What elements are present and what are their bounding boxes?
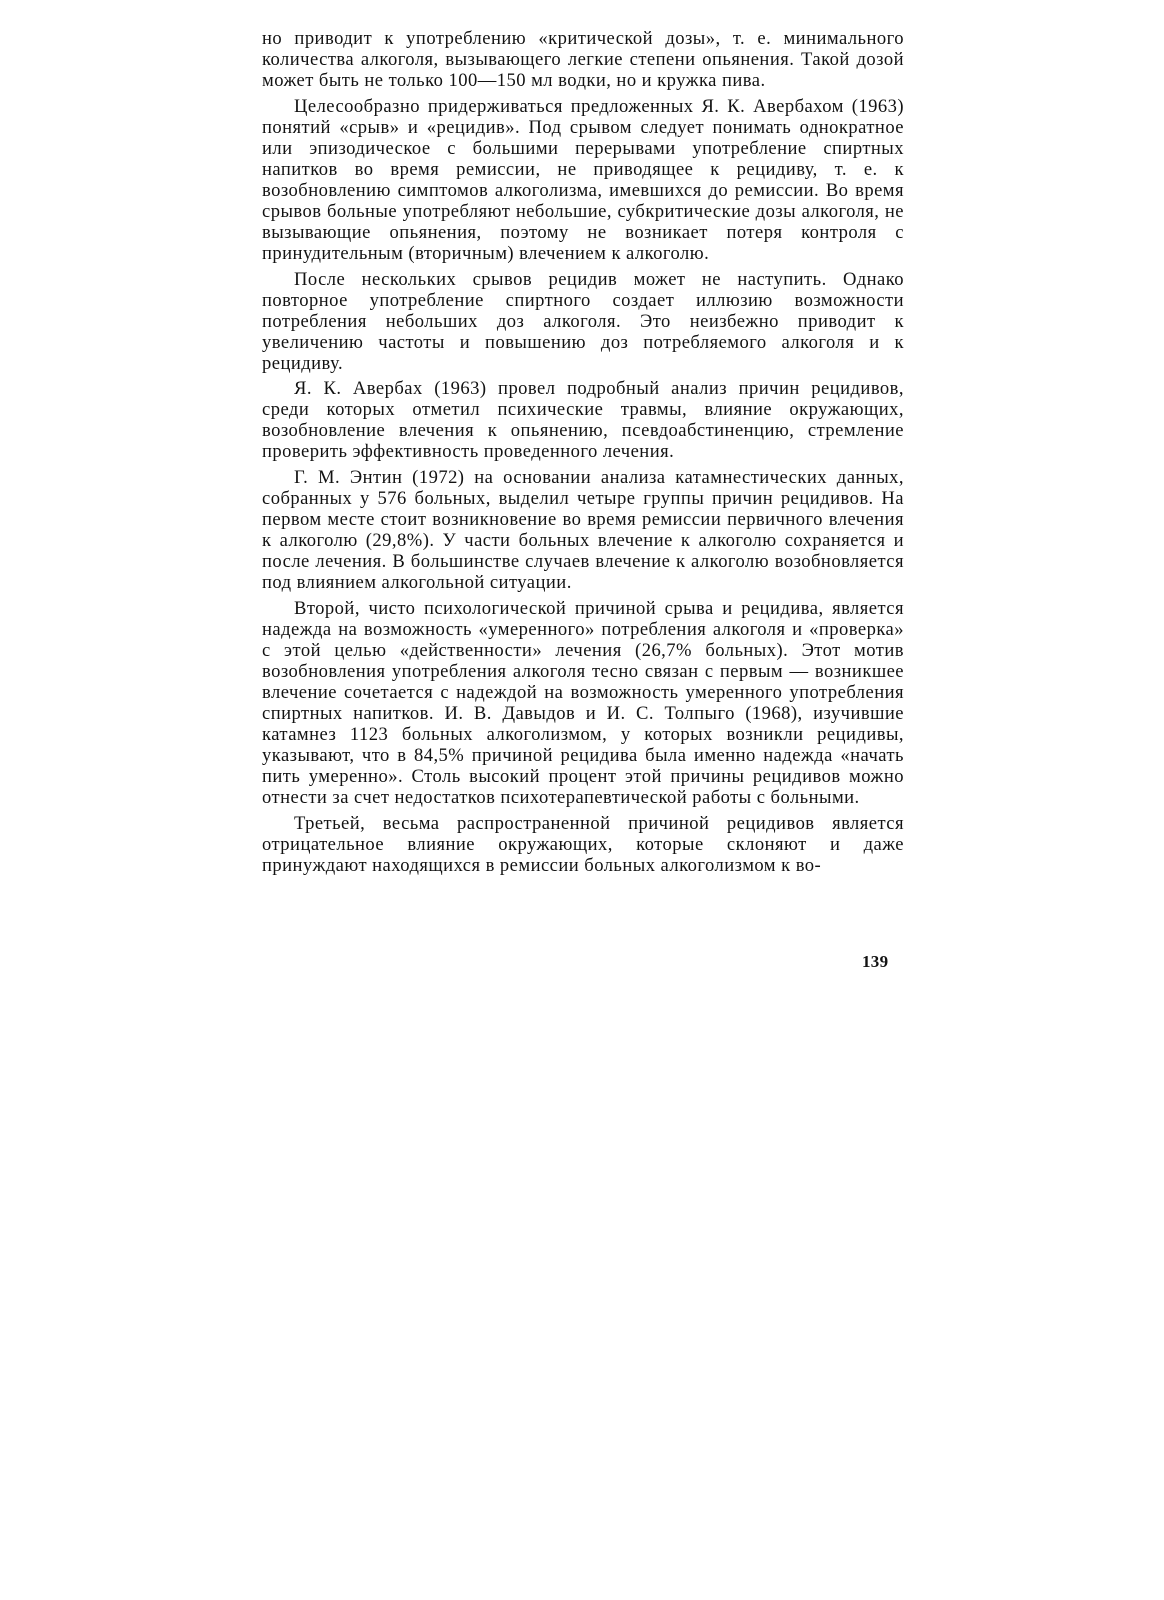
paragraph-relapse-definition: Целесообразно придерживаться предложенных Я. К. Авербахом (1963) понятий «срыв» и «рецидив». Под срывом следует понимать однократное или эпизодическое с большими перерывами употребление спиртных напитков во время ремиссии, не приводящее к рецидиву, т. е. к возобновлению симптомов алкоголизма, имевшихся до ремиссии. Во время срывов больные употребляют небольшие, субкритические дозы алкоголя, не вызывающие опьянения, поэтому не возникает потеря контроля с принудительным (вторичным) влечением к алкоголю.: [262, 95, 904, 264]
paragraph-after-lapses: После нескольких срывов рецидив может не наступить. Однако повторное употребление спиртного создает иллюзию возможности потребления небольших доз алкоголя. Это неизбежно приводит к увеличению частоты и повышению доз потребляемого алкоголя и к рецидиву.: [262, 268, 904, 374]
paragraph-second-cause: Второй, чисто психологической причиной срыва и рецидива, является надежда на возможность «умеренного» потребления алкоголя и «проверка» с этой целью «действенности» лечения (26,7% больных). Этот мотив возобновления употребления алкоголя тесно связан с первым — возникшее влечение сочетается с надеждой на возможность умеренного употребления спиртных напитков. И. В. Давыдов и И. С. Толпыго (1968), изучившие катамнез 1123 больных алкоголизмом, у которых возникли рецидивы, указывают, что в 84,5% причиной рецидива была именно надежда «начать пить умеренно». Столь высокий процент этой причины рецидивов можно отнести за счет недостатков психотерапевтической работы с больными.: [262, 597, 904, 809]
paragraph-continuation: но приводит к употреблению «критической дозы», т. е. минимального количества алкоголя, вызывающего легкие степени опьянения. Такой дозой может быть не только 100—150 мл водки, но и кружка пива.: [262, 28, 904, 92]
paragraph-averbakh-analysis: Я. К. Авербах (1963) провел подробный анализ причин рецидивов, среди которых отметил психические травмы, влияние окружающих, возобновление влечения к опьянению, псевдоабстиненцию, стремление проверить эффективность проведенного лечения.: [262, 378, 904, 463]
paragraph-third-cause: Третьей, весьма распространенной причиной рецидивов является отрицательное влияние окружающих, которые склоняют и даже принуждают находящихся в ремиссии больных алкоголизмом к во-: [262, 812, 904, 876]
page-text-block: [262, 28, 904, 880]
paragraph-entin-groups: Г. М. Энтин (1972) на основании анализа катамнестических данных, собранных у 576 больных, выделил четыре группы причин рецидивов. На первом месте стоит возникновение во время ремиссии первичного влечения к алкоголю (29,8%). У части больных влечение к алкоголю сохраняется и после лечения. В большинстве случаев влечение к алкоголю возобновляется под влиянием алкогольной ситуации.: [262, 466, 904, 594]
page-number: 139: [862, 952, 889, 971]
